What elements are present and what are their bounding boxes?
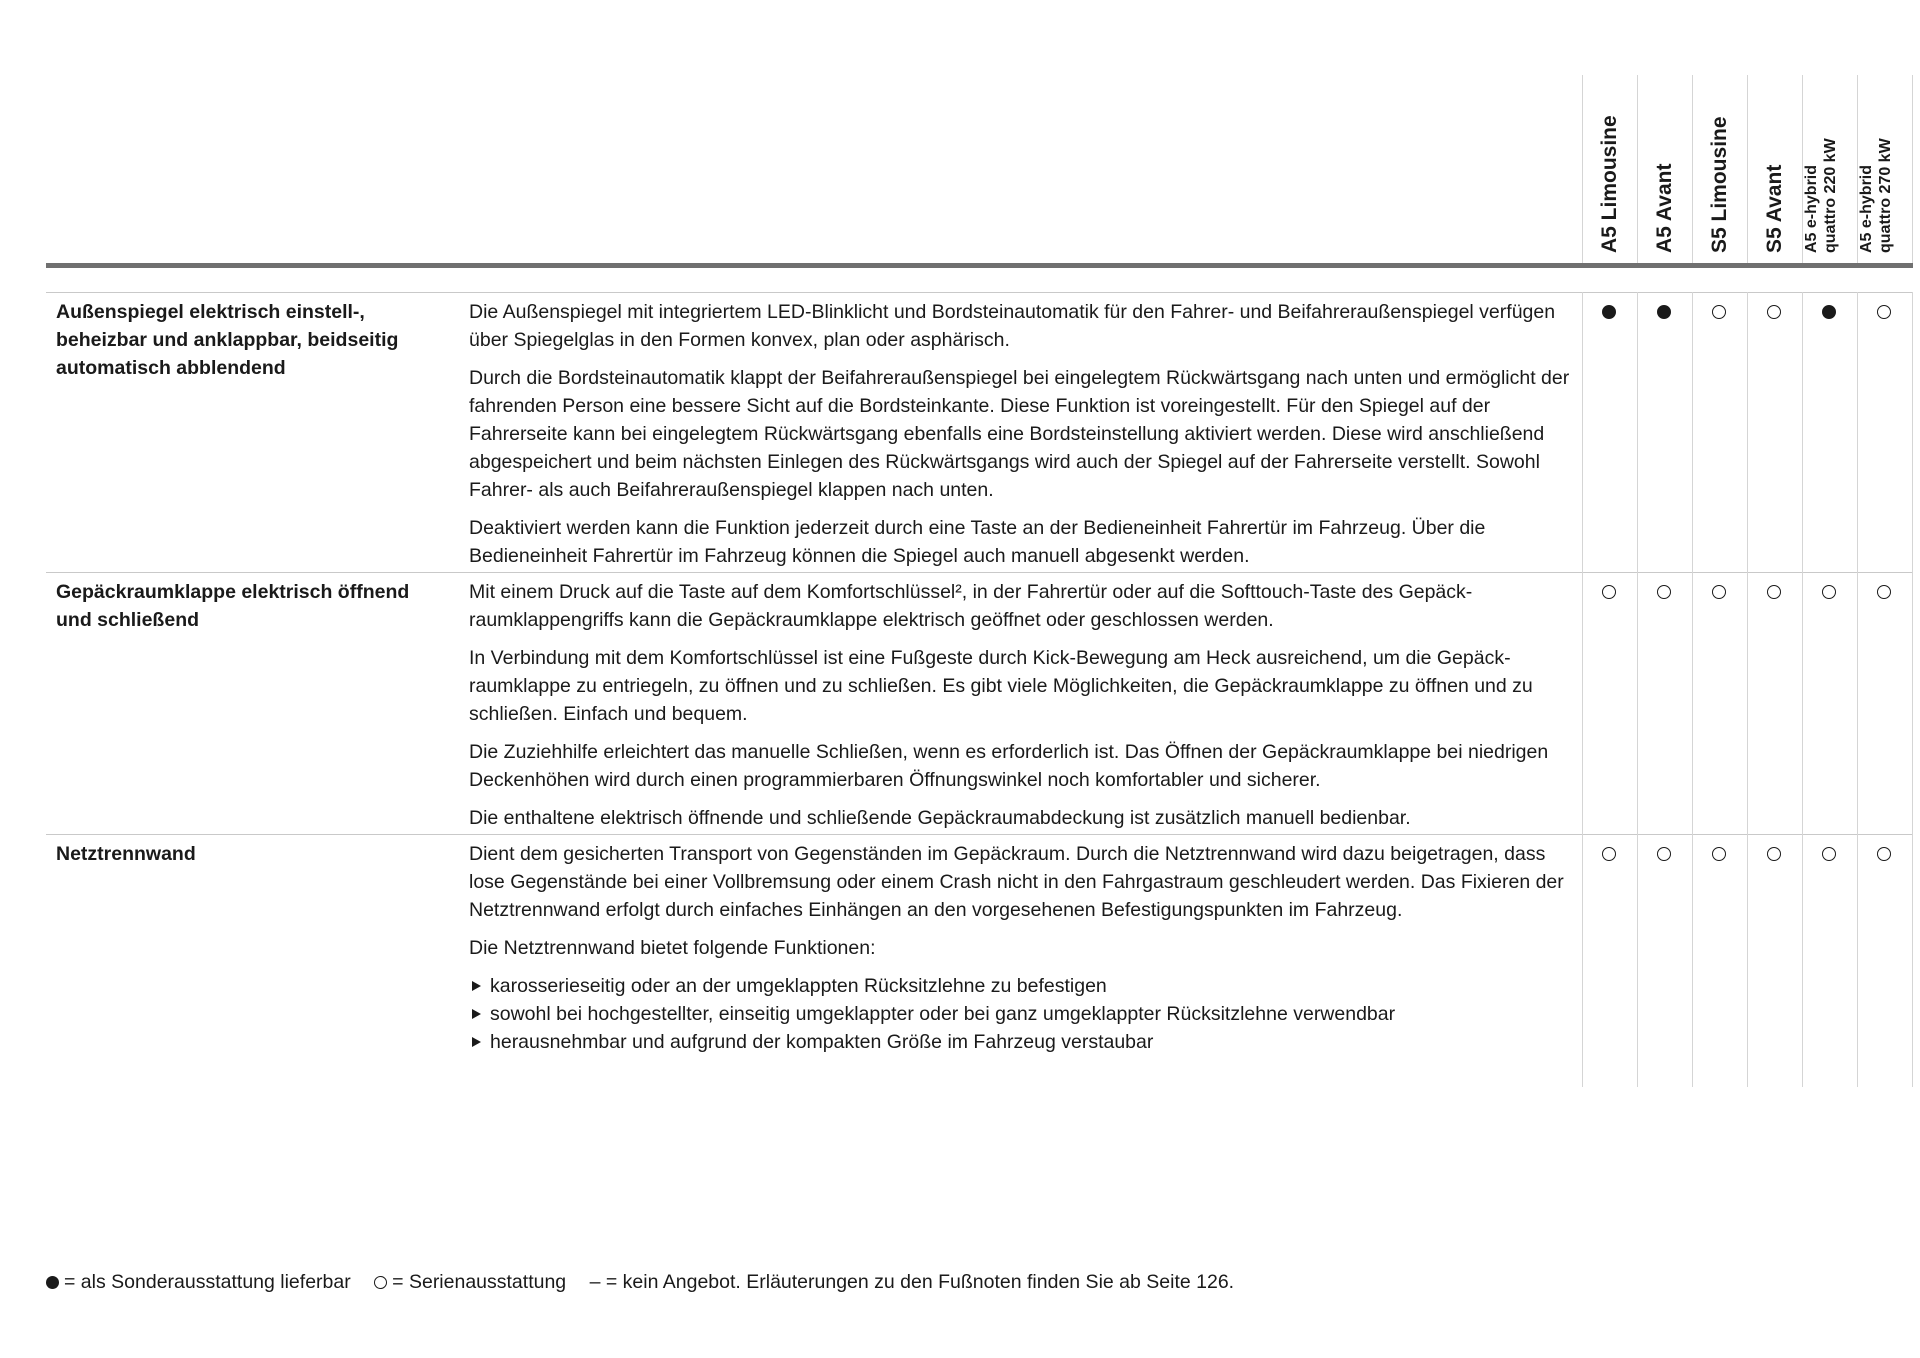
column-label: S5 Avant (1763, 164, 1786, 253)
grid-column-line (1692, 292, 1693, 1087)
header-rule (46, 263, 1913, 268)
filled-circle-icon (46, 1276, 59, 1289)
header-divider (1912, 75, 1913, 265)
header-divider (1692, 75, 1693, 265)
header-divider (1637, 75, 1638, 265)
open-circle-icon (1767, 847, 1781, 861)
column-label: S5 Limousine (1708, 116, 1731, 253)
open-circle-icon (1877, 847, 1891, 861)
open-circle-icon (1602, 585, 1616, 599)
open-circle-icon (374, 1276, 387, 1289)
open-circle-icon (1657, 585, 1671, 599)
open-circle-icon (1767, 305, 1781, 319)
description-paragraph: Mit einem Druck auf die Taste auf dem Komfortschlüssel², in der Fahrertür oder auf die Softtouch-Taste des Gepäckraumklappengriffs kann die Gepäckraumklappe elektrisch geöffnet oder geschlossen werden. (469, 581, 1473, 631)
open-circle-icon (1602, 847, 1616, 861)
open-circle-icon (1822, 585, 1836, 599)
open-circle-icon (1712, 847, 1726, 861)
column-label: A5 Limousine (1598, 115, 1621, 253)
feature-list (469, 972, 1579, 1056)
column-label: A5 e-hybrid quattro 270 kW (1858, 138, 1894, 253)
legend-optional: = als Sonderausstattung lieferbar (46, 1269, 351, 1295)
grid-column-line (1802, 292, 1803, 1087)
open-circle-icon (1712, 305, 1726, 319)
legend-none: – = kein Angebot. Erläuterungen zu den Fußnoten finden Sie ab Seite 126. (589, 1271, 1235, 1293)
legend-standard: = Serienausstattung (374, 1269, 566, 1295)
grid-column-line (1582, 292, 1583, 1087)
column-label: A5 e-hybrid quattro 220 kW (1803, 138, 1839, 253)
feature-list-item: herausnehmbar und aufgrund der kompakten Größe im Fahrzeug verstaubar (469, 1028, 1579, 1056)
open-circle-icon (1877, 305, 1891, 319)
grid-column-line (1857, 292, 1858, 1087)
header-divider (1747, 75, 1748, 265)
description-paragraph: Die Zuziehhilfe erleichtert das manuelle Schließen, wenn es erforderlich ist. Das Öffnen der Gepäckraumklappe bei niedrigen Deckenhöhen wird durch einen programmierbaren Öffnungswinkel noch komfortabler und sicherer. (469, 741, 1549, 791)
open-circle-icon (1822, 847, 1836, 861)
row-title-netztrennwand: Netztrennwand (56, 843, 196, 865)
open-circle-icon (1767, 585, 1781, 599)
description-paragraph: Dient dem gesicherten Transport von Gegenständen im Gepäckraum. Durch die Netztrennwand wird dazu beigetragen, dass lose Gegenstände bei einer Vollbremsung oder einem Crash nicht in den Fahrgastraum geschleudert werden. Das Fixieren der Netztrennwand erfolgt durch einfaches Einhängen an den vorgesehenen Befestigungspunkten im Fahrzeug. (469, 843, 1564, 921)
feature-list-item: karosserieseitig oder an der umgeklappten Rücksitzlehne zu befestigen (469, 972, 1579, 1000)
row-description-aussenspiegel (469, 298, 1579, 580)
grid-column-line (1747, 292, 1748, 1087)
description-paragraph: Die Außenspiegel mit integriertem LED-Blinklicht und Bordsteinautomatik für den Fahrer- und Beifahreraußenspiegel verfügen über Spiegelglas in den Formen konvex, plan oder asphärisch. (469, 301, 1556, 351)
filled-circle-icon (1602, 305, 1616, 319)
row-divider (46, 292, 1913, 293)
grid-column-line (1912, 292, 1913, 1087)
row-description-netztrennwand (469, 840, 1579, 1056)
header-divider (1582, 75, 1583, 265)
description-paragraph: Deaktiviert werden kann die Funktion jederzeit durch eine Taste an der Bedieneinheit Fahrertür im Fahrzeug. Über die Bedieneinheit Fahrertür im Fahrzeug können die Spiegel auch manuell abgesenkt werden. (469, 517, 1486, 567)
description-paragraph: Die enthaltene elektrisch öffnende und schließende Gepäckraumabdeckung ist zusätzlich manuell bedienbar. (469, 807, 1411, 829)
legend (46, 1269, 1252, 1295)
column-label: A5 Avant (1653, 163, 1676, 253)
row-title-aussenspiegel: Außenspiegel elektrisch einstell-, beheizbar und anklappbar, beidseitig automatisch abblendend (56, 301, 399, 379)
feature-list-item: sowohl bei hochgestellter, einseitig umgeklappter oder bei ganz umgeklappter Rücksitzlehne verwendbar (469, 1000, 1579, 1028)
description-paragraph: In Verbindung mit dem Komfortschlüssel ist eine Fußgeste durch Kick-Bewegung am Heck ausreichend, um die Gepäckraumklappe zu entriegeln, zu öffnen und zu schließen. Es gibt viele Möglichkeiten, die Gepäckraumklappe zu öffnen und zu schließen. Einfach und bequem. (469, 647, 1533, 725)
open-circle-icon (1657, 847, 1671, 861)
open-circle-icon (1877, 585, 1891, 599)
filled-circle-icon (1822, 305, 1836, 319)
row-description-gepaeckraumklappe (469, 578, 1579, 842)
row-title-gepaeckraumklappe: Gepäckraumklappe elektrisch öffnend und schließend (56, 581, 410, 631)
open-circle-icon (1712, 585, 1726, 599)
filled-circle-icon (1657, 305, 1671, 319)
description-paragraph: Durch die Bordsteinautomatik klappt der Beifahreraußenspiegel bei eingelegtem Rückwärtsgang nach unten und ermöglicht der fahrenden Person eine bessere Sicht auf die Bordsteinkante. Diese Funktion ist voreingestellt. Für den Spiegel auf der Fahrerseite kann bei eingelegtem Rückwärtsgang ebenfalls eine Bordsteinstellung aktiviert werden. Diese wird anschließend abgespeichert und beim nächsten Einlegen des Rückwärtsgangs wird auch der Spiegel auf der Fahrerseite verstellt. Sowohl Fahrer- als auch Beifahreraußenspiegel klappen nach unten. (469, 367, 1570, 501)
grid-column-line (1637, 292, 1638, 1087)
description-paragraph: Die Netztrennwand bietet folgende Funktionen: (469, 937, 876, 959)
